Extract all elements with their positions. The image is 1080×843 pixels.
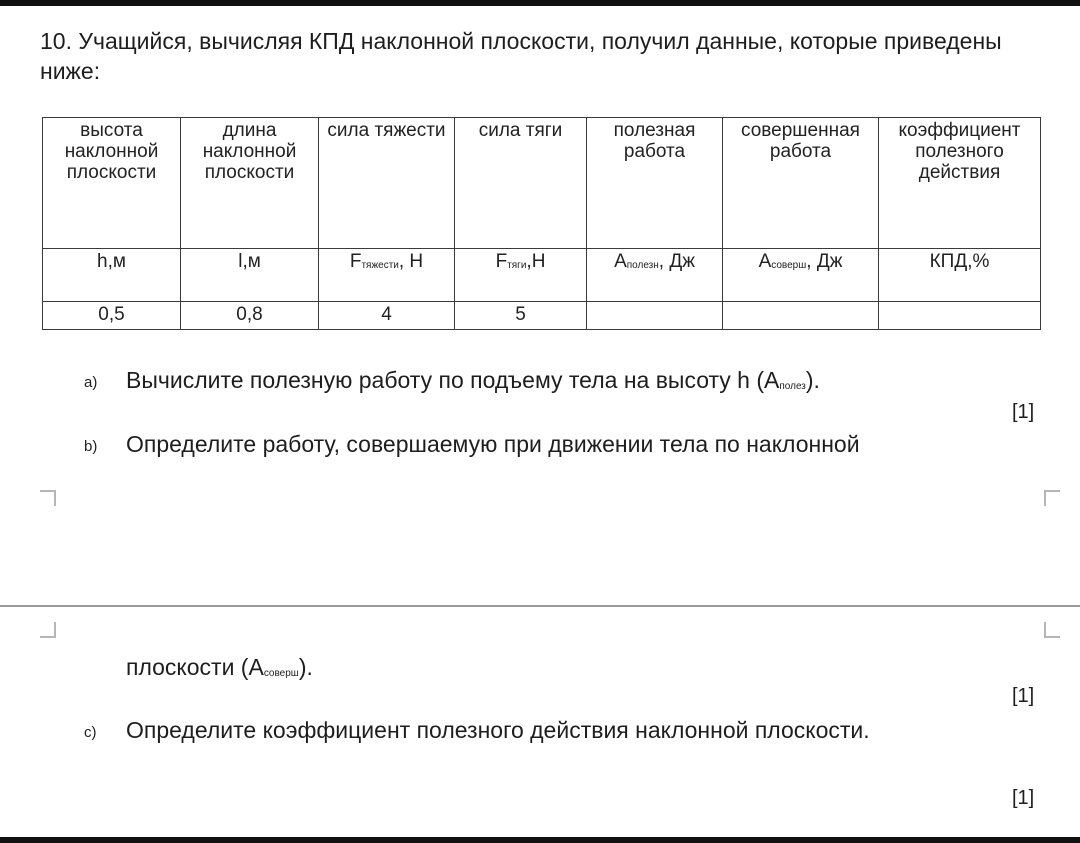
header-cell: совершенная работа xyxy=(723,118,879,249)
crop-mark-top-left xyxy=(40,490,56,506)
crop-mark-bottom-right xyxy=(1044,622,1060,638)
unit-cell-height: h,м xyxy=(43,249,181,302)
question-b-text: Определите работу, совершаемую при движении тела по наклонной xyxy=(126,431,860,457)
value-cell: 5 xyxy=(455,302,587,330)
bottom-border xyxy=(0,837,1080,843)
question-b-continued: плоскости $(A_{соверш})$. xyxy=(126,654,313,680)
data-table xyxy=(42,117,1041,330)
value-cell xyxy=(587,302,723,330)
unit-cell-thrust: $F_{тяги},Н$ xyxy=(455,249,587,302)
question-c-label: c) xyxy=(84,724,97,741)
problem-number: 10. xyxy=(40,28,72,54)
table-units-row xyxy=(43,249,1041,302)
value-cell xyxy=(723,302,879,330)
problem-statement xyxy=(40,26,1050,86)
question-b-label: b) xyxy=(84,438,98,455)
header-cell: полезная работа xyxy=(587,118,723,249)
unit-cell-useful-work: $A_{полезн}$, Дж xyxy=(587,249,723,302)
question-a-text: Вычислите полезную работу по подъему тела на высоту h $(A_{полез})$. xyxy=(126,367,820,393)
page-divider xyxy=(0,605,1080,607)
question-b-marks: [1] xyxy=(1012,685,1035,707)
crop-mark-bottom-left xyxy=(40,622,56,638)
header-cell: длина наклонной плоскости xyxy=(181,118,319,249)
unit-cell-efficiency: КПД,% xyxy=(879,249,1041,302)
value-cell xyxy=(879,302,1041,330)
unit-cell-length: l,м xyxy=(181,249,319,302)
unit-cell-gravity: $F_{тяжести}$, Н xyxy=(319,249,455,302)
question-a-label: a) xyxy=(84,374,98,391)
value-cell: 0,8 xyxy=(181,302,319,330)
question-c-text: Определите коэффициент полезного действия наклонной плоскости. xyxy=(126,717,870,743)
crop-mark-top-right xyxy=(1044,490,1060,506)
question-a-marks: [1] xyxy=(1012,401,1035,423)
question-c-marks: [1] xyxy=(1012,787,1035,809)
unit-cell-total-work: $A_{соверш}$, Дж xyxy=(723,249,879,302)
value-cell: 4 xyxy=(319,302,455,330)
header-cell: сила тяги xyxy=(455,118,587,249)
table-header-row xyxy=(43,118,1041,249)
header-cell: коэффициент полезного действия xyxy=(879,118,1041,249)
problem-text: Учащийся, вычисляя КПД наклонной плоскости, получил данные, которые приведены ниже: xyxy=(40,28,1002,84)
value-cell: 0,5 xyxy=(43,302,181,330)
top-border xyxy=(0,0,1080,6)
header-cell: сила тяжести xyxy=(319,118,455,249)
table-values-row xyxy=(43,302,1041,330)
header-cell: высота наклонной плоскости xyxy=(43,118,181,249)
